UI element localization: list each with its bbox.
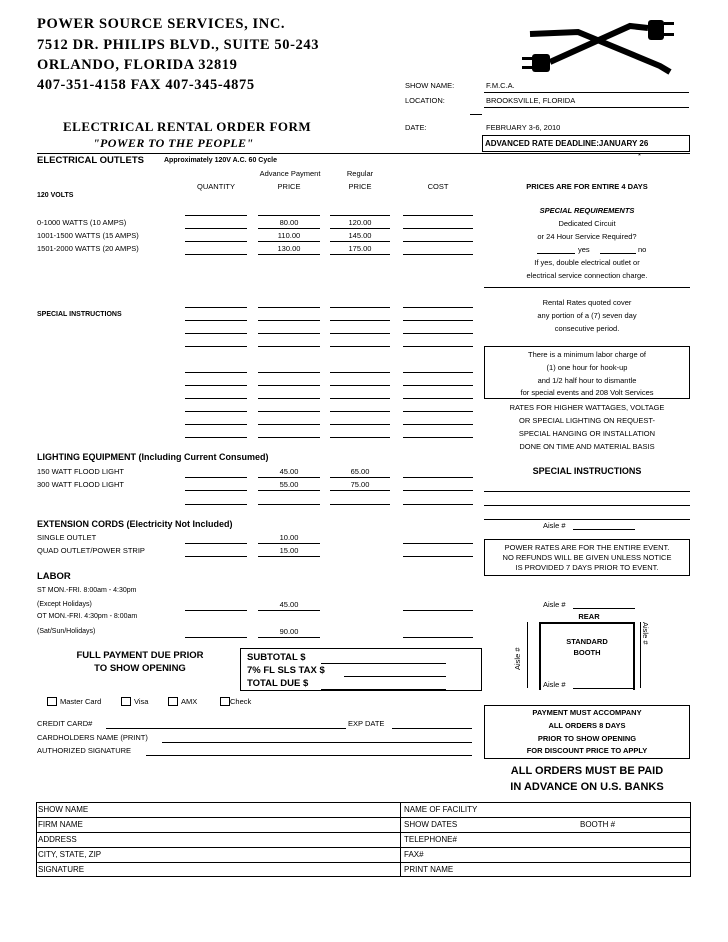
prices-note: PRICES ARE FOR ENTIRE 4 DAYS: [526, 182, 648, 191]
exp-date-field[interactable]: [392, 728, 472, 729]
table-row-show-name[interactable]: SHOW NAME: [38, 805, 89, 814]
cost-field[interactable]: [403, 254, 473, 255]
credit-card-field[interactable]: [106, 728, 346, 729]
aisle-field[interactable]: [573, 529, 635, 530]
quantity-field[interactable]: [185, 254, 247, 255]
contact-table: [36, 802, 691, 877]
special-requirements-title: SPECIAL REQUIREMENTS: [539, 206, 635, 215]
labor-st-price: 45.00: [279, 600, 299, 609]
credit-card-label: CREDIT CARD#: [37, 719, 93, 728]
cost-field[interactable]: [403, 543, 473, 544]
outlet-row-advance: 80.00: [279, 218, 299, 227]
tax-field[interactable]: [344, 676, 446, 677]
refund-line: NO REFUNDS WILL BE GIVEN UNLESS NOTICE: [502, 553, 672, 562]
company-address-1: 7512 DR. PHILIPS BLVD., SUITE 50-243: [37, 37, 320, 53]
payment-terms-line: PAYMENT MUST ACCOMPANY: [532, 708, 642, 717]
special-instructions-label: SPECIAL INSTRUCTIONS: [37, 311, 122, 318]
total-label: TOTAL DUE $: [247, 678, 309, 689]
company-name: POWER SOURCE SERVICES, INC.: [37, 16, 286, 32]
rear-label: REAR: [578, 612, 600, 621]
extension-title: EXTENSION CORDS (Electricity Not Included): [37, 519, 233, 529]
full-payment-2: TO SHOW OPENING: [94, 663, 186, 674]
signature-field[interactable]: [146, 755, 472, 756]
aisle-label: Aisle #: [543, 680, 566, 689]
labor-charge-box: [484, 346, 690, 399]
col-price: PRICE: [277, 182, 301, 191]
special-instructions-line[interactable]: [484, 505, 690, 506]
double-outlet-2: electrical service connection charge.: [526, 271, 648, 280]
double-outlet-1: If yes, double electrical outlet or: [534, 258, 640, 267]
no-field[interactable]: [600, 253, 636, 254]
rates-higher-line: RATES FOR HIGHER WATTAGES, VOLTAGE: [509, 403, 665, 412]
asterisk: *: [638, 151, 641, 160]
lighting-row-advance: 45.00: [279, 467, 299, 476]
table-row-facility[interactable]: NAME OF FACILITY: [404, 805, 478, 814]
payment-terms-line: PRIOR TO SHOW OPENING: [537, 734, 637, 743]
company-phone-fax: 407-351-4158 FAX 407-345-4875: [37, 77, 255, 93]
show-name-label: SHOW NAME:: [405, 81, 455, 90]
outlet-row-advance: 110.00: [277, 231, 301, 240]
check-label: Check: [230, 697, 252, 706]
labor-ot: OT MON.-FRI. 4:30pm - 8:00am: [37, 613, 138, 620]
extension-row-label: SINGLE OUTLET: [37, 533, 97, 542]
full-payment-1: FULL PAYMENT DUE PRIOR: [76, 650, 204, 661]
quantity-field[interactable]: [185, 477, 247, 478]
special-instructions-title: SPECIAL INSTRUCTIONS: [532, 466, 642, 476]
subtotal-field[interactable]: [321, 663, 446, 664]
mastercard-checkbox[interactable]: [47, 697, 57, 706]
yes-field[interactable]: [537, 253, 575, 254]
company-address-2: ORLANDO, FLORIDA 32819: [37, 57, 238, 73]
cost-field[interactable]: [403, 610, 473, 611]
dedicated-circuit: Dedicated Circuit: [558, 219, 616, 228]
outlet-row-label: 1501-2000 WATTS (20 AMPS): [37, 244, 139, 253]
rates-higher-line: SPECIAL HANGING OR INSTALLATION: [518, 429, 656, 438]
labor-box-line: for special events and 208 Volt Services: [520, 388, 654, 397]
labor-box-line: There is a minimum labor charge of: [528, 350, 646, 359]
aisle-label: Aisle #: [543, 521, 566, 530]
labor-ot-price: 90.00: [279, 627, 299, 636]
amx-label: AMX: [181, 697, 198, 706]
quantity-field[interactable]: [185, 610, 247, 611]
rates-higher-line: DONE ON TIME AND MATERIAL BASIS: [519, 442, 655, 451]
table-row-show-dates[interactable]: SHOW DATES: [404, 820, 458, 829]
outlet-row-label: 0-1000 WATTS (10 AMPS): [37, 218, 127, 227]
yes-label: yes: [578, 245, 590, 254]
table-row-print-name[interactable]: PRINT NAME: [404, 865, 454, 874]
quantity-field[interactable]: [185, 543, 247, 544]
location-label: LOCATION:: [405, 96, 445, 105]
aisle-field[interactable]: [573, 608, 635, 609]
show-name-value: F.M.C.A.: [486, 81, 515, 90]
rental-rates-1: Rental Rates quoted cover: [542, 298, 632, 307]
outlets-subtitle: Approximately 120V A.C. 60 Cycle: [164, 157, 277, 164]
labor-st-except: (Except Holidays): [37, 601, 92, 608]
labor-box-line: and 1/2 half hour to dismantle: [537, 376, 637, 385]
lighting-row-regular: 65.00: [350, 467, 370, 476]
outlet-row-regular: 120.00: [348, 218, 372, 227]
cost-field[interactable]: [403, 477, 473, 478]
extension-row-advance: 10.00: [279, 533, 299, 542]
rental-rates-3: consecutive period.: [554, 324, 620, 333]
col-regular-header: Regular: [346, 169, 374, 178]
col-quantity: QUANTITY: [197, 182, 235, 191]
deadline-text: ADVANCED RATE DEADLINE:JANUARY 26: [485, 139, 649, 148]
aisle-label: Aisle #: [543, 600, 566, 609]
date-label: DATE:: [405, 123, 427, 132]
rental-rates-2: any portion of a (7) seven day: [537, 311, 637, 320]
subtotal-label: SUBTOTAL $: [247, 652, 306, 663]
location-value: BROOKSVILLE, FLORIDA: [486, 96, 576, 105]
aisle-label-left: Aisle #: [513, 647, 522, 670]
visa-label: Visa: [134, 697, 149, 706]
cost-field[interactable]: [403, 556, 473, 557]
cost-field[interactable]: [403, 228, 473, 229]
table-row-booth[interactable]: BOOTH #: [580, 820, 616, 829]
labor-title: LABOR: [37, 571, 71, 582]
cardholder-label: CARDHOLDERS NAME (PRINT): [37, 733, 148, 742]
service-question: or 24 Hour Service Required?: [537, 232, 637, 241]
lighting-row-regular: 75.00: [350, 480, 370, 489]
deadline-box: [482, 135, 690, 152]
slogan: "POWER TO THE PEOPLE": [93, 136, 254, 150]
payment-terms-line: FOR DISCOUNT PRICE TO APPLY: [526, 746, 648, 755]
volts-label: 120 VOLTS: [37, 192, 74, 199]
exp-date-label: EXP DATE: [348, 719, 385, 728]
col-price-regular: PRICE: [348, 182, 372, 191]
refund-line: IS PROVIDED 7 DAYS PRIOR TO EVENT.: [515, 563, 659, 572]
cost-field[interactable]: [403, 241, 473, 242]
outlet-row-label: 1001-1500 WATTS (15 AMPS): [37, 231, 139, 240]
payment-terms-line: ALL ORDERS 8 DAYS: [548, 721, 626, 730]
quantity-field[interactable]: [185, 490, 247, 491]
mastercard-label: Master Card: [60, 697, 102, 706]
extension-row-label: QUAD OUTLET/POWER STRIP: [37, 546, 145, 555]
col-advance-header: Advance Payment: [259, 169, 321, 178]
labor-st: ST MON.-FRI. 8:00am - 4:30pm: [37, 587, 137, 594]
standard-booth-1: STANDARD: [566, 637, 608, 646]
aisle-field[interactable]: [573, 688, 635, 689]
refund-notice-box: [484, 539, 690, 576]
lighting-title: LIGHTING EQUIPMENT (Including Current Consumed): [37, 452, 269, 462]
rates-higher-line: OR SPECIAL LIGHTING ON REQUEST-: [519, 416, 655, 425]
aisle-label-right: Aisle #: [641, 622, 650, 645]
banks-line-1: ALL ORDERS MUST BE PAID: [510, 765, 664, 777]
outlet-row-regular: 145.00: [348, 231, 372, 240]
outlets-title: ELECTRICAL OUTLETS: [37, 155, 144, 166]
date-value: FEBRUARY 3-6, 2010: [486, 123, 561, 132]
form-title: ELECTRICAL RENTAL ORDER FORM: [63, 119, 312, 134]
totals-box: [240, 648, 482, 691]
standard-booth-2: BOOTH: [573, 648, 601, 657]
table-row-fax[interactable]: FAX#: [404, 850, 424, 859]
lighting-row-label: 300 WATT FLOOD LIGHT: [37, 480, 124, 489]
tax-label: 7% FL SLS TAX $: [247, 665, 325, 676]
power-plug-logo-icon: [520, 14, 700, 86]
labor-ot-holidays: (Sat/Sun/Holidays): [37, 628, 96, 635]
extension-row-advance: 15.00: [279, 546, 299, 555]
check-checkbox[interactable]: [220, 697, 230, 706]
table-row-firm-name[interactable]: FIRM NAME: [38, 820, 83, 829]
col-cost: COST: [427, 182, 449, 191]
table-row-address[interactable]: ADDRESS: [38, 835, 77, 844]
table-row-city[interactable]: CITY, STATE, ZIP: [38, 850, 102, 859]
no-label: no: [638, 245, 647, 254]
special-instructions-line[interactable]: [484, 519, 690, 520]
total-field[interactable]: [321, 689, 446, 690]
outlet-row-regular: 175.00: [348, 244, 372, 253]
lighting-row-advance: 55.00: [279, 480, 299, 489]
visa-checkbox[interactable]: [121, 697, 131, 706]
payment-terms-box: [484, 705, 690, 759]
cardholder-field[interactable]: [162, 742, 472, 743]
labor-box-line: (1) one hour for hook-up: [546, 363, 628, 372]
lighting-row-label: 150 WATT FLOOD LIGHT: [37, 467, 124, 476]
quantity-field[interactable]: [185, 228, 247, 229]
outlet-row-advance: 130.00: [277, 244, 301, 253]
refund-line: POWER RATES ARE FOR THE ENTIRE EVENT.: [504, 543, 670, 552]
cost-field[interactable]: [403, 490, 473, 491]
quantity-field[interactable]: [185, 556, 247, 557]
signature-label: AUTHORIZED SIGNATURE: [37, 746, 132, 755]
quantity-field[interactable]: [185, 637, 247, 638]
table-row-telephone[interactable]: TELEPHONE#: [404, 835, 457, 844]
table-row-signature[interactable]: SIGNATURE: [38, 865, 85, 874]
amx-checkbox[interactable]: [168, 697, 178, 706]
quantity-field[interactable]: [185, 241, 247, 242]
banks-line-2: IN ADVANCE ON U.S. BANKS: [510, 781, 664, 793]
special-instructions-line[interactable]: [484, 491, 690, 492]
cost-field[interactable]: [403, 637, 473, 638]
